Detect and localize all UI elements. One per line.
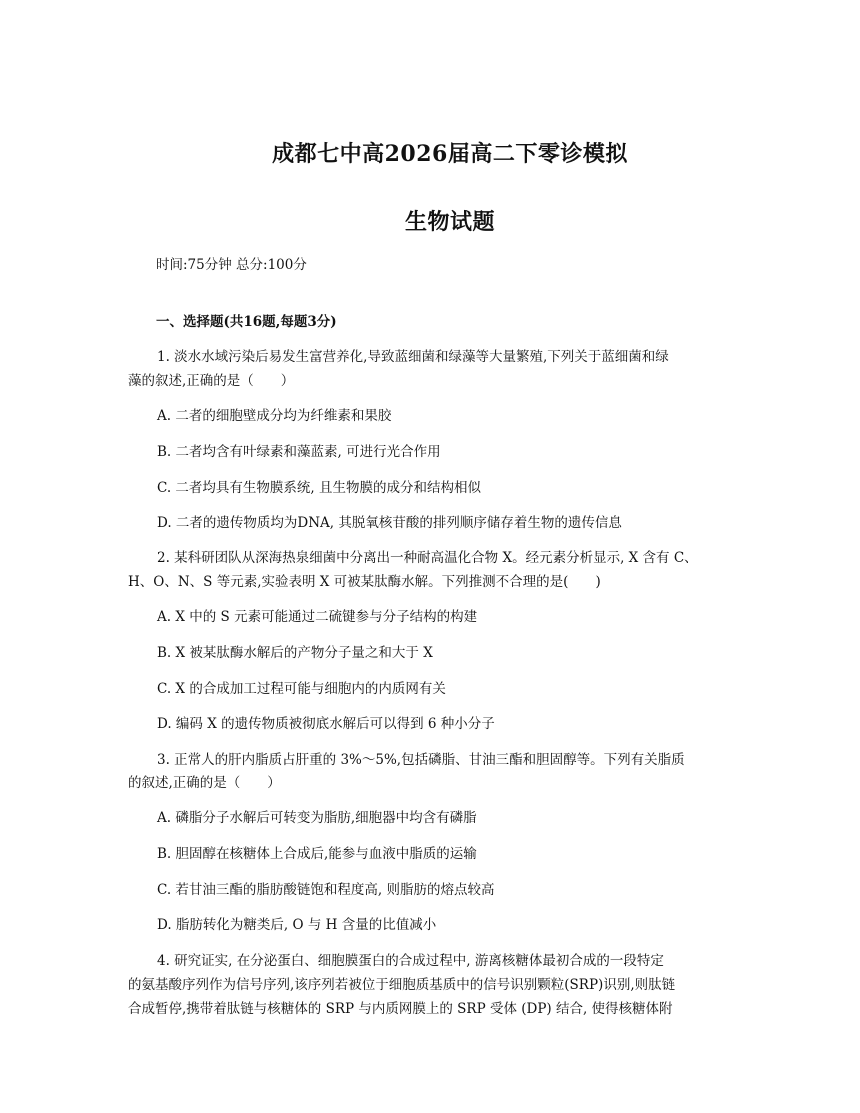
document-subtitle: 生物试题 [404,209,495,235]
question-1-stem-line-1: 1. 淡水水域污染后易发生富营养化,导致蓝细菌和绿藻等大量繁殖,下列关于蓝细菌和绿 [157,349,669,365]
question-3-stem-line-1: 3. 正常人的肝内脂质占肝重的 3%～5%,包括磷脂、甘油三酯和胆固醇等。下列有关脂质 [157,752,685,768]
question-2-option-d: D. 编码 X 的遗传物质被彻底水解后可以得到 6 种小分子 [157,716,495,732]
exam-meta: 时间:75分钟 总分:100分 [156,257,307,273]
question-2-stem-line-2: H、O、N、S 等元素,实验表明 X 可被某肽酶水解。下列推测不合理的是( ) [128,574,601,590]
question-3-option-c: C. 若甘油三酯的脂肪酸链饱和程度高, 则脂肪的熔点较高 [157,882,495,898]
question-1-option-d: D. 二者的遗传物质均为DNA, 其脱氧核苷酸的排列顺序储存着生物的遗传信息 [157,515,622,531]
question-3-option-b: B. 胆固醇在核糖体上合成后,能参与血液中脂质的运输 [157,846,477,862]
question-3-option-a: A. 磷脂分子水解后可转变为脂肪,细胞器中均含有磷脂 [157,810,477,826]
question-1-option-c: C. 二者均具有生物膜系统, 且生物膜的成分和结构相似 [157,480,482,496]
document-title: 成都七中高2026届高二下零诊模拟 [272,141,628,167]
section-heading: 一、选择题(共16题,每题3分) [156,314,337,330]
question-1-option-b: B. 二者均含有叶绿素和藻蓝素, 可进行光合作用 [157,444,441,460]
question-1-stem-line-2: 藻的叙述,正确的是（ ） [128,373,295,389]
question-4-stem-line-2: 的氨基酸序列作为信号序列,该序列若被位于细胞质基质中的信号识别颗粒(SRP)识别,则肽链 [128,977,676,993]
question-3-stem-line-2: 的叙述,正确的是（ ） [128,775,281,791]
question-3-option-d: D. 脂肪转化为糖类后, O 与 H 含量的比值减小 [157,917,437,933]
question-2-option-c: C. X 的合成加工过程可能与细胞内的内质网有关 [157,681,446,697]
question-1-option-a: A. 二者的细胞壁成分均为纤维素和果胶 [157,408,392,424]
question-2-option-a: A. X 中的 S 元素可能通过二硫键参与分子结构的构建 [157,609,478,625]
question-2-option-b: B. X 被某肽酶水解后的产物分子量之和大于 X [157,645,433,661]
question-4-stem-line-1: 4. 研究证实, 在分泌蛋白、细胞膜蛋白的合成过程中, 游离核糖体最初合成的一段特定 [157,953,664,969]
question-2-stem-line-1: 2. 某科研团队从深海热泉细菌中分离出一种耐高温化合物 X。经元素分析显示, X 含有 C、 [157,550,698,566]
question-4-stem-line-3: 合成暂停,携带着肽链与核糖体的 SRP 与内质网膜上的 SRP 受体 (DP) 结合, 使得核糖体附 [128,1001,673,1017]
